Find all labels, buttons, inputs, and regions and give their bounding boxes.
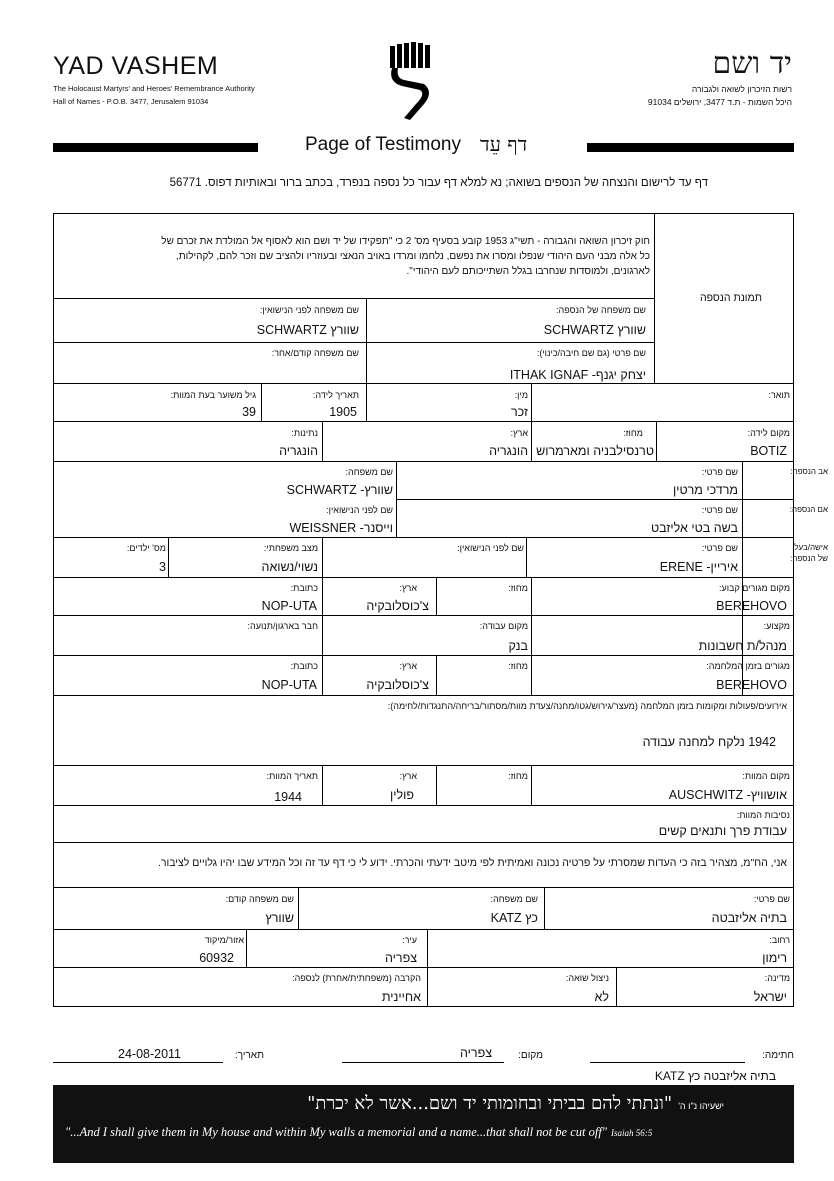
- children-label: מס' ילדים:: [126, 543, 166, 553]
- sign-place-line: [342, 1062, 504, 1063]
- gender-label: מין:: [514, 390, 528, 400]
- mother-maiden-label: שם לפני הנישואין:: [326, 505, 393, 515]
- children-value: 3: [159, 560, 166, 574]
- firstname-value: יצחק יגנף- ITHAK IGNAF: [509, 368, 646, 382]
- instructions: דף עד לרישום והנצחה של הנספים בשואה; נא למלא דף עבור כל נספה בנפרד, בכתב ברור ובאותיות דפוס. 56771: [169, 177, 708, 189]
- death-date-label: תאריך המוות:: [266, 771, 318, 781]
- page-title-he: דף עֵד: [480, 132, 528, 156]
- law-text-1: חוק זיכרון השואה והגבורה - תשי"ג 1953 קובע בסעיף מס' 2 כי "תפקידו של יד ושם הוא לאסוף אל המולדת את זכרם של: [161, 236, 650, 247]
- events-label: אירועים/פעולות ומקומות בזמן המלחמה (מעצר/גירוש/גטו/מחנה/צעדת מוות/מסתור/בריחה/התנגדות/לחימה):: [387, 701, 787, 711]
- spouse-first-label: שם פרטי:: [701, 543, 738, 553]
- submitter-city-value: צפריה: [384, 951, 417, 965]
- spouse-side-label-2: של הנספה:: [790, 554, 828, 563]
- title-label: תואר:: [768, 390, 790, 400]
- residence-label: מקום מגורים קבוע:: [718, 583, 790, 593]
- father-first-value: מרדכי מרטין: [672, 483, 738, 497]
- sign-place-label: מקום:: [518, 1050, 543, 1061]
- title-bar-right: [587, 143, 794, 152]
- death-district-label: מחוז:: [508, 771, 528, 781]
- country-label: ארץ:: [510, 428, 528, 438]
- dob-value: 1905: [329, 405, 357, 419]
- submitter-street-label: רחוב:: [769, 935, 790, 945]
- father-surname-value: שוורץ- SCHWARTZ: [286, 483, 393, 497]
- footer-hebrew-ref: ישעיהו נ"ו ה': [678, 1101, 724, 1111]
- spouse-maiden-label: שם לפני הנישואין:: [457, 543, 524, 553]
- surname-label: שם משפחה של הנספה:: [555, 305, 646, 315]
- yad-vashem-logo: [386, 42, 436, 122]
- submitter-city-label: עיר:: [402, 935, 417, 945]
- page-title: Page of Testimony: [305, 134, 461, 155]
- sign-date-label: תאריך:: [234, 1050, 264, 1061]
- spouse-side-label-1: אישה/בעל: [794, 543, 828, 552]
- footer-hebrew: "ונתתי להם בביתי ובחומותי יד ושם...אשר לא יכרת": [307, 1093, 673, 1114]
- prev-surname-label: שם משפחה קודם/אחר:: [271, 348, 359, 358]
- war-country-value: צ'כוסלובקיה: [366, 678, 429, 692]
- war-address-label: כתובת:: [290, 661, 318, 671]
- mother-maiden-value: וייסנר- WEISSNER: [289, 521, 393, 535]
- events-value: 1942 נלקח למחנה עבודה: [642, 735, 776, 749]
- war-district-label: מחוז:: [508, 661, 528, 671]
- surname-value: שוורץ SCHWARTZ: [543, 323, 646, 337]
- father-side-label: אב הנספה:: [790, 467, 828, 476]
- death-country-label: ארץ:: [399, 771, 417, 781]
- nationality-value: הונגריה: [279, 444, 318, 458]
- mother-first-value: בשה בטי אליזבט: [651, 521, 738, 535]
- sign-place-value: צפריה: [460, 1046, 493, 1060]
- subtitle-en-2: Hall of Names - P.O.B. 3477, Jerusalem 91034: [53, 97, 209, 106]
- brand-he: יד ושם: [712, 46, 792, 81]
- residence-district-label: מחוז:: [508, 583, 528, 593]
- subtitle-he-1: רשות הזיכרון לשואה ולגבורה: [691, 84, 792, 94]
- residence-value: BEREHOVO: [716, 599, 787, 613]
- photo-label: תמונת הנספה: [699, 292, 762, 304]
- submitter-prev-value: שוורץ: [265, 911, 294, 925]
- submitter-country-label: מדינה:: [764, 973, 790, 983]
- birthplace-label: מקום לידה:: [747, 428, 790, 438]
- signer-name: בתיה אליזבטה כץ KATZ: [654, 1069, 776, 1083]
- submitter-prev-label: שם משפחה קודם:: [225, 894, 294, 904]
- workplace-value: בנק: [508, 639, 528, 653]
- submitter-country-value: ישראל: [753, 990, 787, 1004]
- death-country-value: פולין: [390, 788, 414, 802]
- maiden-value: שוורץ SCHWARTZ: [256, 323, 359, 337]
- death-place-value: אושוויץ- AUSCHWITZ: [668, 788, 787, 802]
- death-place-label: מקום המוות:: [742, 771, 790, 781]
- org-label: חבר בארגון/תנועה:: [247, 621, 318, 631]
- residence-country-label: ארץ:: [399, 583, 417, 593]
- war-country-label: ארץ:: [399, 661, 417, 671]
- mother-first-label: שם פרטי:: [701, 505, 738, 515]
- gender-value: זכר: [510, 405, 528, 419]
- workplace-label: מקום עבודה:: [479, 621, 528, 631]
- title-bar-left: [53, 143, 258, 152]
- father-surname-label: שם משפחה:: [345, 467, 393, 477]
- submitter-zip-value: 60932: [199, 951, 234, 965]
- law-text-3: לארגונים, ולמוסדות שנחרבו בגלל השתייכותם לעם היהודי".: [406, 266, 650, 277]
- residence-address-value: NOP-UTA: [261, 599, 317, 613]
- brand-en: YAD VASHEM: [53, 52, 219, 80]
- profession-value: מנהל/ת חשבונות: [698, 639, 787, 653]
- maiden-label: שם משפחה לפני הנישואין:: [259, 305, 359, 315]
- war-address-value: NOP-UTA: [261, 678, 317, 692]
- war-residence-label: מגורים בזמן המלחמה:: [706, 661, 790, 671]
- law-text-2: כל אלה מבני העם היהודי שנפלו ומסרו את נפשם, נלחמו ומרדו באויב הנאצי ובעוזריו ולהציב שם וזכר להם, לקהילות,: [175, 251, 650, 262]
- submitter-first-value: בתיה אליזבטה: [711, 911, 787, 925]
- footer-banner: [53, 1085, 794, 1163]
- father-first-label: שם פרטי:: [701, 467, 738, 477]
- submitter-street-value: רימון: [762, 951, 787, 965]
- subtitle-en-1: The Holocaust Martyrs' and Heroes' Remembrance Authority: [53, 84, 255, 93]
- district-value: טרנסילבניה ומארמרוש: [536, 444, 654, 458]
- residence-country-value: צ'כוסלובקיה: [366, 599, 429, 613]
- survivor-label: ניצול שואה:: [565, 973, 609, 983]
- marital-label: מצב משפחתי:: [263, 543, 318, 553]
- relation-value: אחיינית: [381, 990, 421, 1004]
- submitter-surname-value: כץ KATZ: [490, 911, 538, 925]
- submitter-first-label: שם פרטי:: [753, 894, 790, 904]
- birthplace-value: BOTIZ: [750, 444, 787, 458]
- marital-value: נשוי/נשואה: [261, 560, 318, 574]
- dob-label: תאריך לידה:: [312, 390, 359, 400]
- submitter-surname-label: שם משפחה:: [490, 894, 538, 904]
- footer-english-ref: Isaiah 56:5: [611, 1128, 653, 1138]
- age-label: גיל משוער בעת המוות:: [170, 390, 256, 400]
- sign-date-line: [53, 1062, 223, 1063]
- relation-label: הקרבה (משפחתית/אחרת) לנספה:: [292, 973, 421, 983]
- death-date-value: 1944: [274, 790, 302, 804]
- death-circ-label: נסיבות המוות:: [736, 810, 790, 820]
- sign-date-value: 24-08-2011: [118, 1047, 182, 1061]
- age-value: 39: [242, 405, 256, 419]
- country-value: הונגריה: [489, 444, 528, 458]
- firstname-label: שם פרטי (גם שם חיבה/כינוי):: [536, 348, 646, 358]
- signature-line: [590, 1062, 745, 1063]
- mother-side-label: אם הנספה:: [789, 505, 828, 514]
- war-residence-value: BEREHOVO: [716, 678, 787, 692]
- district-label: מחוז:: [623, 428, 643, 438]
- submitter-zip-label: אזור/מיקוד: [204, 935, 244, 945]
- death-circ-value: עבודת פרך ותנאים קשים: [658, 824, 787, 838]
- residence-address-label: כתובת:: [290, 583, 318, 593]
- footer-english: "...And I shall give them in My house and within My walls a memorial and a name...that shall not be cut off": [65, 1125, 608, 1139]
- signature-label: חתימה:: [762, 1050, 794, 1061]
- spouse-first-value: איריין- ERENE: [659, 560, 738, 574]
- survivor-value: לא: [594, 990, 609, 1004]
- declaration: אני, הח"מ, מצהיר בזה כי העדות שמסרתי על פרטיה נכונה ואמיתית לפי מיטב ידעתי והכרתי. ידוע לי כי דף עד זה וכל המידע שבו יהיו גלויים לציבור.: [157, 857, 787, 869]
- nationality-label: נתינות:: [291, 428, 318, 438]
- profession-label: מקצוע:: [763, 621, 790, 631]
- subtitle-he-2: היכל השמות - ת.ד 3477, ירושלים 91034: [647, 97, 792, 107]
